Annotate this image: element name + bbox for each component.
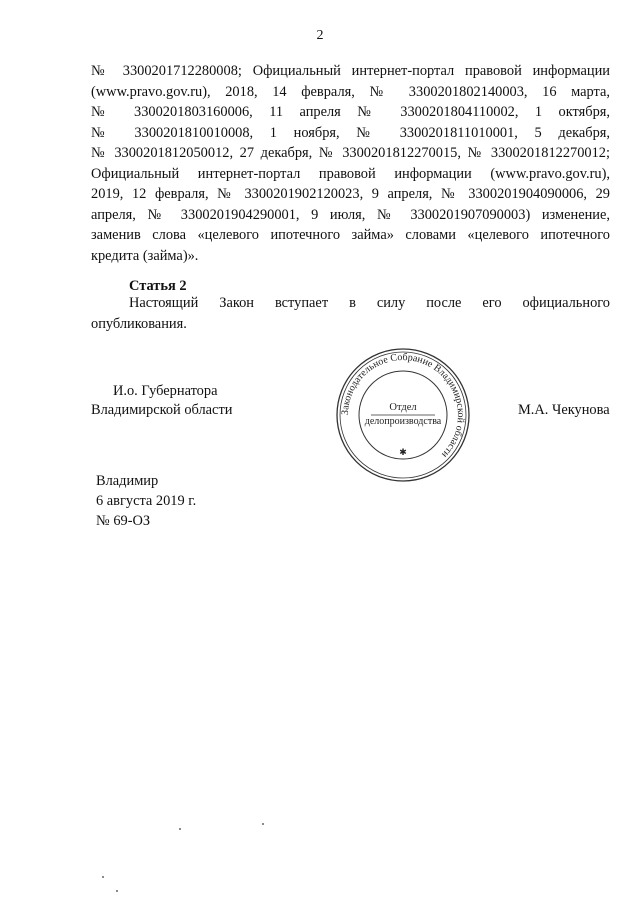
stamp-ring-text: Законодательное Собрание Владимирской области xyxy=(339,351,467,460)
signing-details xyxy=(96,471,196,531)
stamp-center-line2: делопроизводства xyxy=(364,416,442,427)
article-line: Настоящий Закон вступает в силу после его официального xyxy=(129,295,610,311)
article-heading: Статья 2 xyxy=(129,278,187,294)
article-text xyxy=(91,293,610,334)
paragraph-line: № 3300201803160006, 11 апреля № 3300201804110002, 1 октября, xyxy=(91,104,610,120)
scan-speck xyxy=(116,890,118,892)
law-number: № 69-ОЗ xyxy=(96,513,151,529)
scan-speck xyxy=(262,823,264,825)
paragraph-line: заменив слова «целевого ипотечного займа» словами «целевого ипотечного xyxy=(91,227,610,243)
stamp-center-line1: Отдел xyxy=(389,402,417,413)
signing-city: Владимир xyxy=(96,473,159,489)
star-icon: ✱ xyxy=(399,447,407,457)
signatory-name: М.А. Чекунова xyxy=(518,402,610,418)
article-line: опубликования. xyxy=(91,315,187,332)
page-number: 2 xyxy=(316,28,324,43)
scan-speck xyxy=(179,828,181,830)
signatory-position: И.о. Губернатора xyxy=(113,383,218,399)
scan-speck xyxy=(102,876,104,878)
paragraph-line: кредита (займа)». xyxy=(91,247,199,264)
paragraph-line: № 3300201810010008, 1 ноября, № 3300201811010001, 5 декабря, xyxy=(91,124,610,141)
paragraph-line: № 3300201812050012, 27 декабря, № 3300201812270015, № 3300201812270012; xyxy=(91,145,610,161)
paragraph-line: № 3300201712280008; Официальный интернет-портал правовой информации xyxy=(91,63,610,79)
signatory-region: Владимирской области xyxy=(91,402,233,418)
paragraph-line: (www.pravo.gov.ru), 2018, 14 февраля, № 3300201802140003, 16 марта, xyxy=(91,83,610,100)
paragraph-line: апреля, № 3300201904290001, 9 июля, № 3300201907090003) изменение, xyxy=(91,206,610,223)
amendment-paragraph xyxy=(91,61,610,266)
paragraph-line: Официальный интернет-портал правовой информации (www.pravo.gov.ru), xyxy=(91,165,610,182)
signing-date: 6 августа 2019 г. xyxy=(96,493,197,509)
official-stamp xyxy=(333,345,473,485)
paragraph-line: 2019, 12 февраля, № 3300201902120023, 9 апреля, № 3300201904090006, 29 xyxy=(91,186,610,202)
